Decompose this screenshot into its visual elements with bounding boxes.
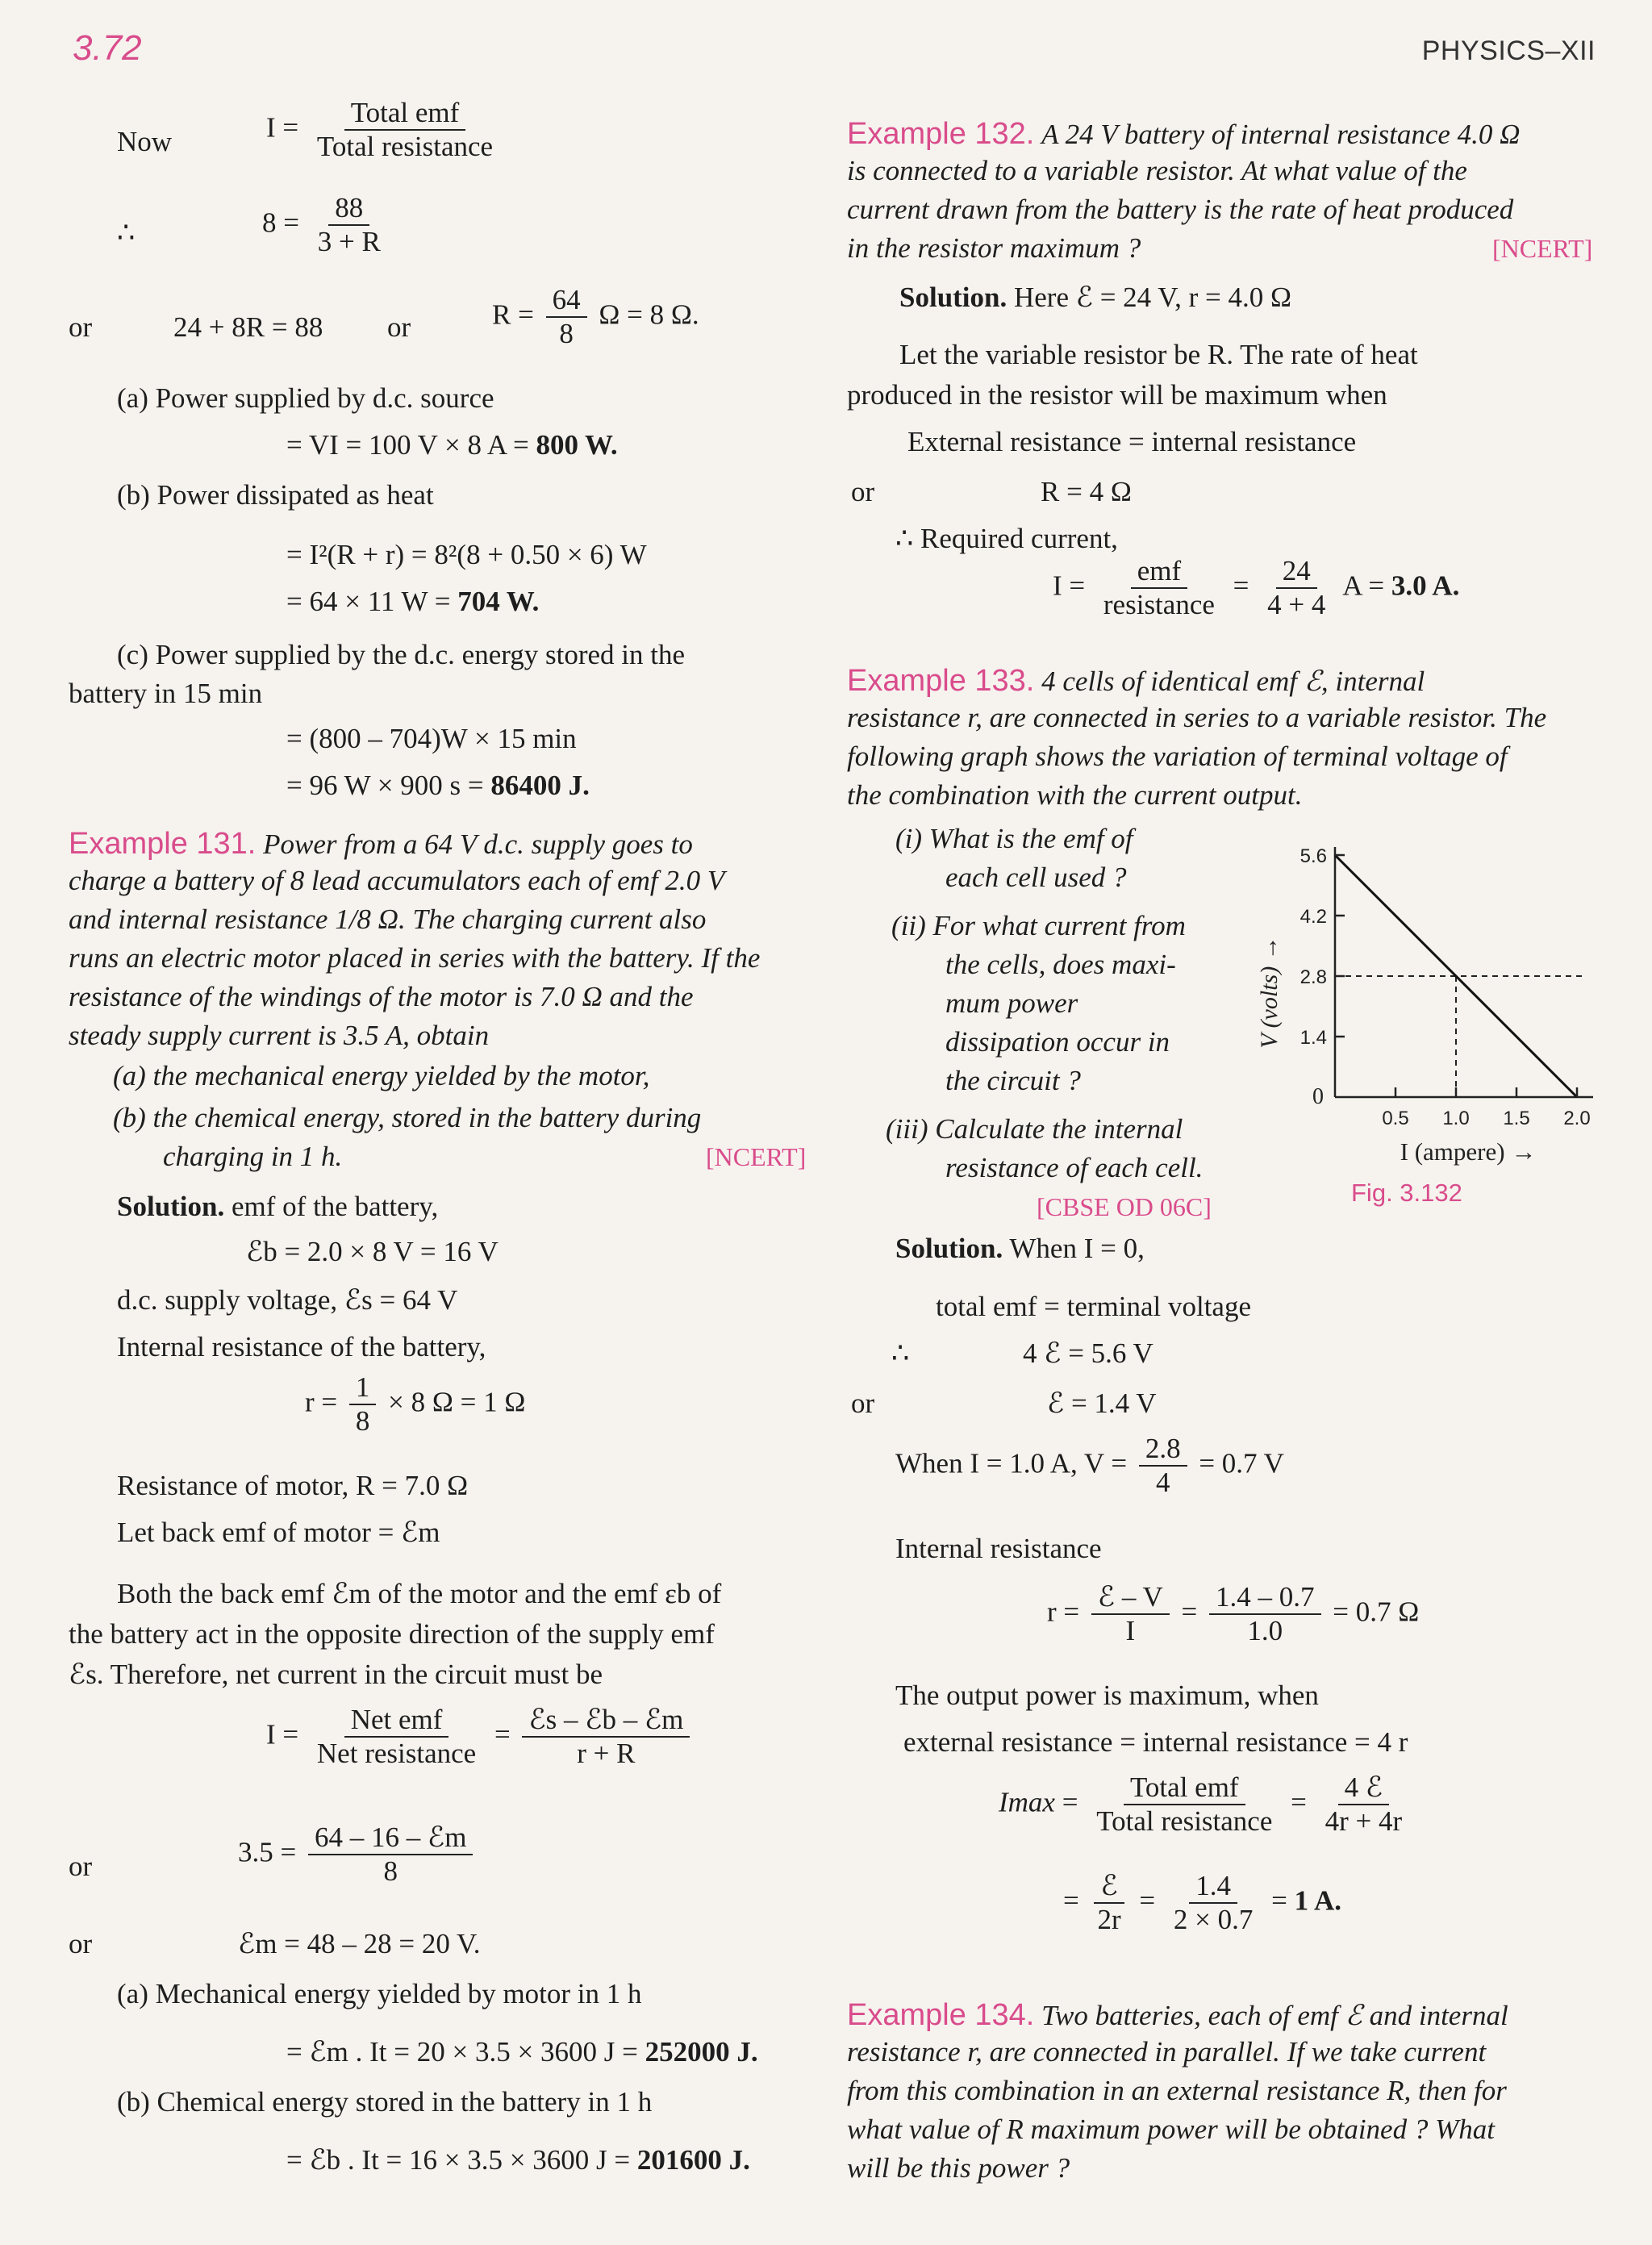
fraction: $\frac{2.8}{4}$ — [1139, 1433, 1187, 1500]
fraction: $\frac{1}{8}$ — [349, 1371, 377, 1438]
eq-r-value: R = $\frac{64}{8}$ Ω = 8 Ω. — [492, 284, 699, 350]
example-131-part-b-2: charging in 1 h. — [163, 1141, 343, 1172]
solution-131-line-1: Solution. emf of the battery, — [117, 1191, 439, 1222]
y-tick-label: 4.2 — [1299, 906, 1327, 928]
fraction: ℰs – ℰb – ℰm r + R — [522, 1704, 690, 1771]
solution-133-line-1: Solution. When I = 0, — [895, 1233, 1145, 1264]
part-b-heading: (b) Power dissipated as heat — [117, 479, 434, 511]
question-2-a: (ii) For what current from — [891, 910, 1186, 941]
part-b-value-1: = I²(R + r) = 8²(8 + 0.50 × 6) W — [286, 539, 647, 570]
or-label-2: or — [387, 311, 411, 343]
both-line-2: the battery act in the opposite direction of the supply emf — [69, 1618, 715, 1650]
both-line-3: ℰs. Therefore, net current in the circuit must be — [69, 1659, 603, 1690]
example-131-line-3: and internal resistance 1/8 Ω. The charging current also — [69, 903, 707, 935]
question-2-c: mum power — [945, 987, 1078, 1019]
or-label-r: or — [851, 476, 875, 507]
chemical-value: = ℰb . It = 16 × 3.5 × 3600 J = 201600 J. — [286, 2144, 750, 2176]
fraction: emf resistance — [1103, 555, 1215, 621]
eq-internal-resistance-r: r = ℰ – V I = $\frac{1.4 - 0.7}{1.0}$ = 0.7 Ω — [1047, 1581, 1420, 1647]
y-tick-label: 5.6 — [1299, 845, 1327, 867]
question-2-e: the circuit ? — [945, 1065, 1081, 1096]
example-133-line-2: resistance r, are connected in series to a variable resistor. The — [847, 702, 1547, 733]
example-134-line-2: resistance r, are connected in parallel. If we take current — [847, 2036, 1487, 2068]
question-3-a: (iii) Calculate the internal — [886, 1113, 1183, 1145]
chemical-heading: (b) Chemical energy stored in the battery in 1 h — [117, 2086, 653, 2118]
example-132-line-3: current drawn from the battery is the rate of heat produced — [847, 194, 1514, 225]
eq-net-current: I = Net emf Net resistance = ℰs – ℰb – ℰm r + R — [266, 1704, 695, 1771]
internal-resistance-label: Internal resistance of the battery, — [117, 1331, 486, 1362]
example-133-label: Example 133. — [847, 664, 1035, 698]
example-132-label: Example 132. — [847, 117, 1035, 151]
example-131-line-1: Example 131. Power from a 64 V d.c. supply goes to — [69, 827, 693, 861]
therefore-symbol: ∴ — [117, 217, 136, 248]
motor-resistance: Resistance of motor, R = 7.0 Ω — [117, 1470, 469, 1501]
example-134-label: Example 134. — [847, 1998, 1035, 2032]
question-3-b: resistance of each cell. — [945, 1152, 1204, 1183]
figure-caption: Fig. 3.132 — [1351, 1179, 1462, 1207]
example-132-line-2: is connected to a variable resistor. At what value of the — [847, 155, 1467, 186]
fraction: $\frac{1.4 - 0.7}{1.0}$ — [1209, 1581, 1321, 1648]
output-power-line: The output power is maximum, when — [895, 1680, 1319, 1711]
eq-lhs: I = — [266, 111, 299, 144]
example-134-line-5: will be this power ? — [847, 2152, 1070, 2184]
let-line-2: produced in the resistor will be maximum when — [847, 379, 1387, 411]
or-label: or — [69, 311, 93, 343]
fraction: Total emf Total resistance — [316, 97, 494, 163]
part-c-value-1: = (800 – 704)W × 15 min — [286, 723, 577, 754]
figure-3-132 — [1246, 831, 1601, 1210]
total-emf-eq: total emf = terminal voltage — [936, 1291, 1251, 1322]
e-value: ℰ = 1.4 V — [1047, 1387, 1157, 1419]
part-a-heading: (a) Power supplied by d.c. source — [117, 382, 494, 414]
part-b-value-2: = 64 × 11 W = 704 W. — [286, 586, 540, 617]
or-label-3: or — [69, 1851, 93, 1882]
r-four: R = 4 Ω — [1041, 476, 1132, 507]
eq-supply-voltage: d.c. supply voltage, ℰs = 64 V — [117, 1284, 458, 1316]
eq-eight: 8 = $\frac{88}{3 + R}$ — [262, 192, 392, 259]
example-131-line-4: runs an electric motor placed in series with the battery. If the — [69, 942, 761, 974]
fraction: $\frac{64}{8}$ — [546, 284, 587, 351]
when-i-eq: When I = 1.0 A, V = $\frac{2.8}{4}$ = 0.7 V — [895, 1433, 1284, 1499]
eq-current-total — [266, 97, 504, 164]
eq-imax-2: = ℰ 2r = $\frac{1.4}{2 \times 0.7}$ = 1 A. — [1063, 1870, 1342, 1936]
cbse-ref: [CBSE OD 06C] — [1037, 1192, 1212, 1221]
fraction: $\frac{24}{4 + 4}$ — [1267, 555, 1326, 621]
example-134-line-4: what value of R maximum power will be obtained ? What — [847, 2114, 1495, 2145]
question-1-a: (i) What is the emf of — [895, 823, 1133, 854]
eq-24: 24 + 8R = 88 — [173, 311, 323, 343]
y-axis-label: V (volts) → — [1256, 936, 1283, 1049]
question-1-b: each cell used ? — [945, 862, 1127, 893]
mechanical-heading: (a) Mechanical energy yielded by motor in 1 h — [117, 1978, 642, 2009]
question-2-d: dissipation occur in — [945, 1026, 1170, 1058]
question-2-b: the cells, does maxi- — [945, 949, 1176, 980]
part-a-value: = VI = 100 V × 8 A = 800 W. — [286, 429, 618, 461]
fraction: ℰ 2r — [1091, 1870, 1128, 1937]
ext-int-eq-2: external resistance = internal resistance = 4 r — [903, 1726, 1408, 1758]
example-133-line-4: the combination with the current output. — [847, 779, 1303, 811]
let-line-1: Let the variable resistor be R. The rate of heat — [899, 339, 1418, 370]
fraction: Net emf Net resistance — [316, 1704, 477, 1770]
therefore-symbol-r: ∴ — [891, 1337, 910, 1369]
book-title: PHYSICS–XII — [1421, 35, 1596, 66]
example-132-line-4: in the resistor maximum ? — [847, 232, 1141, 264]
ext-int-eq: External resistance = internal resistance — [907, 426, 1357, 457]
eq-internal-resistance: r = $\frac{1}{8}$ × 8 Ω = 1 Ω — [305, 1371, 526, 1438]
fraction: 4 ℰ 4r + 4r — [1325, 1771, 1403, 1838]
vi-graph — [1246, 831, 1601, 1170]
example-131-part-a: (a) the mechanical energy yielded by the motor, — [113, 1060, 650, 1091]
ncert-ref-131: [NCERT] — [706, 1142, 807, 1171]
now-label: Now — [117, 126, 173, 157]
eq-em-value: ℰm = 48 – 28 = 20 V. — [238, 1928, 481, 1959]
example-131-label: Example 131. — [69, 827, 257, 861]
part-c-heading-1: (c) Power supplied by the d.c. energy stored in the — [117, 639, 686, 670]
fraction: Total emf Total resistance — [1096, 1771, 1273, 1838]
eq-required-current: I = emf resistance = $\frac{24}{4 + 4}$ A = 3.0 A. — [1053, 555, 1460, 621]
example-133-line-1: Example 133. 4 cells of identical emf ℰ, internal — [847, 664, 1425, 698]
x-tick-label: 1.5 — [1503, 1108, 1530, 1129]
example-134-line-1: Example 134. Two batteries, each of emf ℰ and internal — [847, 1998, 1508, 2032]
part-c-heading-2: battery in 15 min — [69, 678, 263, 709]
x-tick-label: 1.0 — [1442, 1108, 1470, 1129]
fraction: $\frac{1.4}{2 \times 0.7}$ — [1173, 1870, 1254, 1936]
x-tick-label: 0.5 — [1382, 1108, 1409, 1129]
y-tick-label: 2.8 — [1299, 966, 1327, 988]
eq-emf-battery: ℰb = 2.0 × 8 V = 16 V — [246, 1236, 499, 1267]
x-tick-label: 2.0 — [1563, 1108, 1591, 1129]
example-131-part-b-1: (b) the chemical energy, stored in the battery during — [113, 1102, 702, 1133]
fraction: $\frac{88}{3 + R}$ — [317, 192, 381, 258]
solution-132-line-1: Solution. Here ℰ = 24 V, r = 4.0 Ω — [899, 282, 1291, 313]
example-133-line-3: following graph shows the variation of terminal voltage of — [847, 741, 1508, 772]
required-current: ∴ Required current, — [895, 523, 1118, 554]
fraction: 64 – 16 – ℰm 8 — [308, 1821, 473, 1888]
four-e-eq: 4 ℰ = 5.6 V — [1023, 1337, 1153, 1369]
example-131-line-2: charge a battery of 8 lead accumulators each of emf 2.0 V — [69, 865, 725, 896]
or-label-4: or — [69, 1928, 93, 1959]
mechanical-value: = ℰm . It = 20 × 3.5 × 3600 J = 252000 J. — [286, 2036, 758, 2068]
page-number: 3.72 — [73, 28, 142, 68]
ncert-ref-132: [NCERT] — [1492, 234, 1593, 263]
eq-35: 3.5 = 64 – 16 – ℰm 8 — [238, 1821, 478, 1888]
x-axis-label: I (ampere) → — [1400, 1137, 1537, 1166]
part-c-value-2: = 96 W × 900 s = 86400 J. — [286, 770, 590, 801]
y-tick-label: 1.4 — [1299, 1027, 1327, 1049]
back-emf: Let back emf of motor = ℰm — [117, 1517, 440, 1548]
fraction: ℰ – V I — [1091, 1581, 1170, 1648]
example-131-line-5: resistance of the windings of the motor is 7.0 Ω and the — [69, 981, 694, 1012]
example-131-line-6: steady supply current is 3.5 A, obtain — [69, 1020, 490, 1051]
example-132-line-1: Example 132. A 24 V battery of internal resistance 4.0 Ω — [847, 117, 1521, 151]
or-label-r2: or — [851, 1387, 875, 1419]
internal-resistance-label-r: Internal resistance — [895, 1533, 1102, 1564]
origin-label: 0 — [1312, 1084, 1324, 1109]
both-line-1: Both the back emf ℰm of the motor and the emf εb of — [117, 1578, 722, 1609]
eq-imax: Imax = Total emf Total resistance = 4 ℰ 4r + 4r — [999, 1771, 1413, 1838]
example-134-line-3: from this combination in an external resistance R, then for — [847, 2075, 1507, 2106]
